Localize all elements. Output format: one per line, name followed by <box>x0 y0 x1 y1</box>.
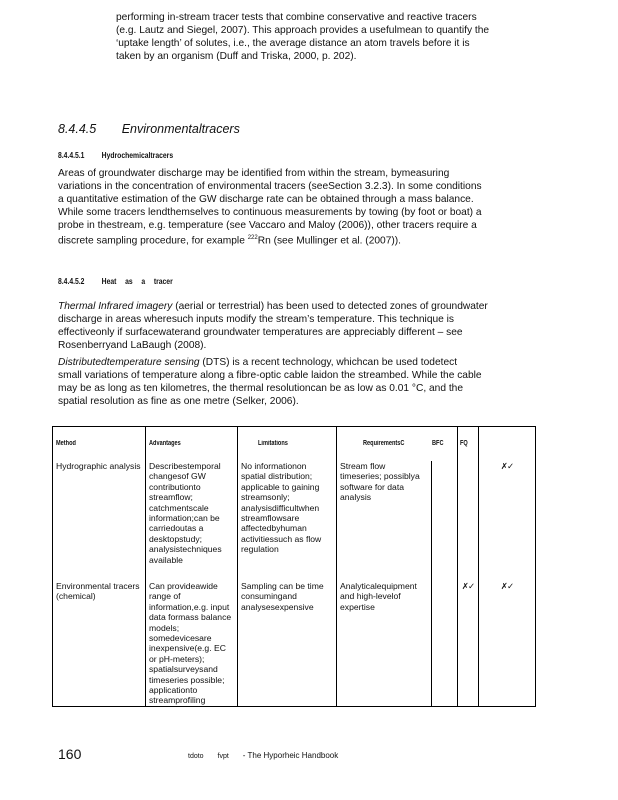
text-line <box>58 232 482 247</box>
text-line: Areas of groundwater discharge may be identified from within the stream, bymeasuring <box>58 168 450 179</box>
cell-bfc <box>432 461 458 581</box>
cell-fq: ✗✓ <box>458 581 479 707</box>
cell-requirements: Stream flow timeseries; possiblya software for data analysis <box>337 461 432 581</box>
header-cell: Limitations <box>238 427 337 462</box>
text-line: discharge in areas wheresuch inputs modify the stream’s temperature. This technique is <box>58 314 455 325</box>
cell-mark: ✗✓ <box>479 461 536 581</box>
text-segment: (DTS) is a recent technology, whichcan be used todetect <box>199 357 458 368</box>
footer-fragment: fvpt <box>217 753 229 760</box>
italic-lead: Distributedtemperature sensing <box>58 357 200 368</box>
cell-advantages: Describestemporal changesof GW contributionto streamflow; catchmentscale information;can be carriedoutas a desktopstudy; analysistechniques available <box>146 461 238 581</box>
text-line: variations in the concentration of environmental tracers (seeSection 3.2.3). In some conditions <box>58 181 482 192</box>
cell-method: Hydrographic analysis <box>53 461 146 581</box>
cell-limitations: No informationon spatial distribution; applicable to gaining streamsonly; analysisdifficultwhen streamflowsare affectedbyhuman activitiessuch as flow regulation <box>238 461 337 581</box>
cell-bfc <box>432 581 458 707</box>
intro-line: (e.g. Lautz and Siegel, 2007). This approach provides a usefulmean to quantify the <box>116 25 490 36</box>
page-number: 160 <box>58 746 82 762</box>
section-number: 8.4.4.5 <box>58 122 97 136</box>
superscript: 222 <box>247 235 258 241</box>
text-segment: (aerial or terrestrial) has been used to detected zones of groundwater <box>172 301 488 312</box>
subsection-title: Heat as a tracer <box>101 277 173 286</box>
dts-paragraph <box>58 356 482 408</box>
subsection-heading-1 <box>58 151 173 160</box>
text-line: small variations of temperature along a fibre-optic cable laidon the streambed. While the cable <box>58 370 482 381</box>
text-line: a quantitative estimation of the GW discharge rate can be obtained through a mass balance. <box>58 194 474 205</box>
intro-line: performing in-stream tracer tests that combine conservative and reactive tracers <box>116 12 477 23</box>
header-cell: Advantages <box>146 427 238 462</box>
intro-paragraph <box>116 11 489 63</box>
running-footer <box>188 751 350 760</box>
table-header-row <box>53 427 536 462</box>
text-line <box>58 300 488 313</box>
cell-mark: ✗✓ <box>479 581 536 707</box>
header-cell <box>479 427 536 462</box>
header-cell: RequirementsC <box>337 427 432 462</box>
section-heading <box>58 122 240 136</box>
intro-line: ‘uptake length’ of solutes, i.e., the average distance an atom travels before it is <box>116 38 470 49</box>
text-line: While some tracers lendthemselves to continuous measurements by towing (by foot or boat) a <box>58 207 482 218</box>
italic-lead: Thermal Infrared imagery <box>58 301 173 312</box>
subsection-title: Hydrochemicaltracers <box>101 151 174 160</box>
cell-requirements: Analyticalequipment and high-levelof expertise <box>337 581 432 707</box>
intro-line: taken by an organism (Duff and Triska, 2000, p. 202). <box>116 51 357 62</box>
subsection-number: 8.4.4.5.1 <box>58 151 85 160</box>
text-segment: Rn (see Mullinger et al. (2007)). <box>257 235 401 247</box>
text-line: probe in thestream, e.g. temperature (see Vaccaro and Maloy (2006)), other tracers require a <box>58 220 477 231</box>
text-segment: discrete sampling procedure, for example <box>58 235 248 247</box>
text-line: effectiveonly if surfacewaterand groundwater temperatures are appreciably different – see <box>58 327 463 338</box>
text-line <box>58 356 482 369</box>
hydrochemical-paragraph <box>58 167 482 247</box>
footer-title: - The Hyporheic Handbook <box>242 751 339 760</box>
subsection-heading-2 <box>58 277 173 286</box>
text-line: Rosenberryand LaBaugh (2008). <box>58 340 207 351</box>
cell-method: Environmental tracers (chemical) <box>53 581 146 707</box>
header-cell: Method <box>53 427 146 462</box>
methods-table <box>52 426 536 707</box>
header-cell: BFC <box>432 427 458 462</box>
table-row <box>53 461 536 581</box>
footer-fragment: tdoto <box>188 753 204 760</box>
cell-limitations: Sampling can be time consumingand analysesexpensive <box>238 581 337 707</box>
thermal-paragraph <box>58 300 488 352</box>
subsection-number: 8.4.4.5.2 <box>58 277 85 286</box>
cell-fq <box>458 461 479 581</box>
cell-advantages: Can provideawide range of information,e.g. input data formass balance models; somedevicesare inexpensive(e.g. EC or pH-meters); spatialsurveysand timeseries possible; applicationto streamprofiling <box>146 581 238 707</box>
header-cell: FQ <box>458 427 479 462</box>
text-line: may be as long as ten kilometres, the thermal resolutioncan be as low as 0.01 °C, and the <box>58 383 464 394</box>
text-line: spatial resolution as fine as one metre (Selker, 2006). <box>58 396 299 407</box>
table-row <box>53 581 536 707</box>
section-title: Environmentaltracers <box>121 122 240 136</box>
